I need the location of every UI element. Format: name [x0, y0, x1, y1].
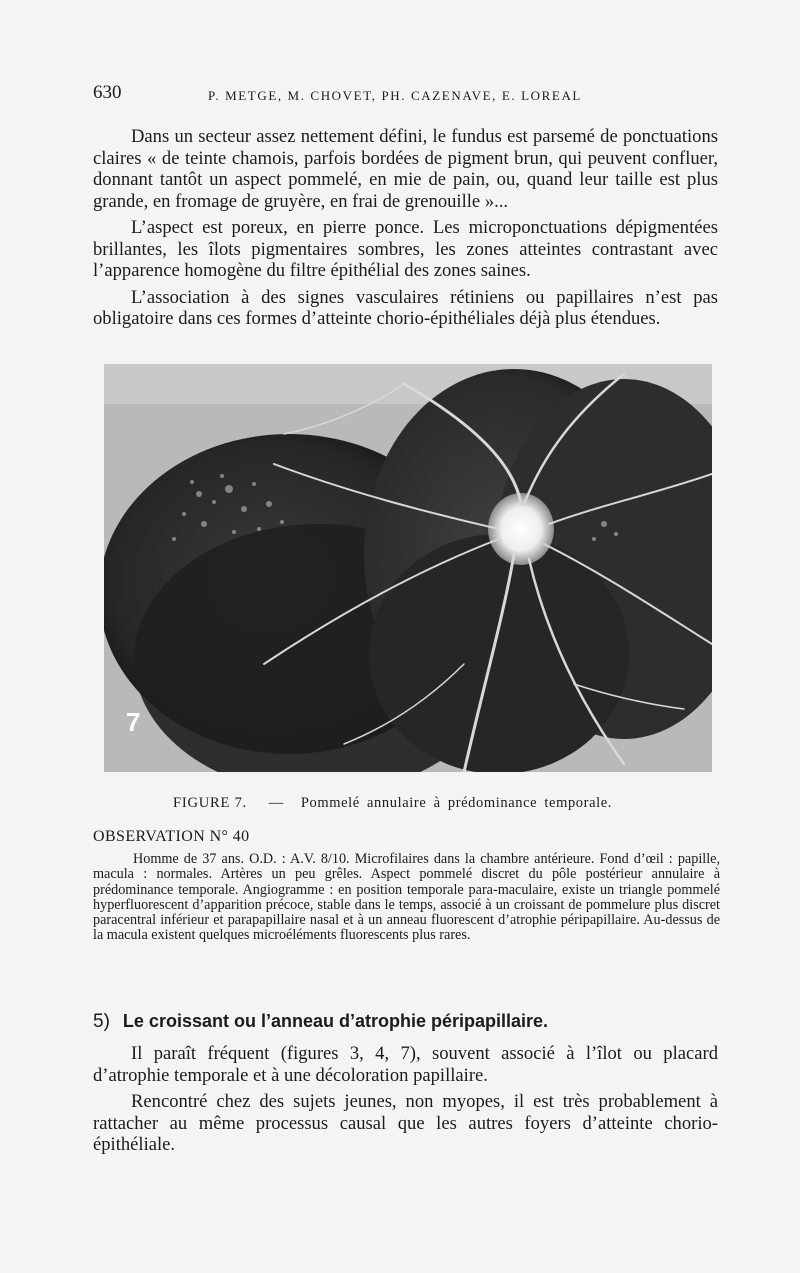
fundus-montage-illustration — [104, 364, 712, 772]
running-head-authors: P. METGE, M. CHOVET, PH. CAZENAVE, E. LOREAL — [208, 88, 582, 103]
intro-text — [93, 126, 718, 330]
section-title: Le croissant ou l’anneau d’atrophie péripapillaire. — [122, 1011, 549, 1031]
figure-caption-text: Pommelé annulaire à prédominance temporale. — [300, 795, 613, 811]
section-number: 5) — [93, 1011, 110, 1032]
figure-caption-dash: — — [268, 795, 284, 811]
paragraph: L’aspect est poreux, en pierre ponce. Les microponctuations dépigmentées brillantes, les îlots pigmentaires sombres, les zones atteintes contrastant avec l’apparence homogène du filtre épithélial des zones saines. — [93, 217, 718, 281]
section-heading — [93, 1011, 548, 1033]
observation-body — [93, 852, 720, 944]
paragraph: Rencontré chez des sujets jeunes, non myopes, il est très probablement à rattacher au même processus causal que les autres foyers d’atteinte chorio-épithéliale. — [93, 1091, 718, 1155]
section5-text — [93, 1043, 718, 1156]
fundus-angiogram-photo — [104, 364, 712, 772]
observation-title: OBSERVATION N° 40 — [93, 828, 250, 845]
paragraph: Il paraît fréquent (figures 3, 4, 7), souvent associé à l’îlot ou placard d’atrophie temporale et à une décoloration papillaire. — [93, 1043, 718, 1086]
page-number: 630 — [93, 82, 122, 103]
observation-paragraph: Homme de 37 ans. O.D. : A.V. 8/10. Microfilaires dans la chambre antérieure. Fond d’œil : papille, macula : normales. Artères un peu grêles. Aspect pommelé discret du pôle postérieur annulaire à prédominance temporale. Angiogramme : en position temporale para-maculaire, existe un triangle pommelé hyperfluorescent d’apparition précoce, stable dans le temps, associé à un croissant de pommelure plus discret paracentral inférieur et parapapillaire nasal et à un anneau fluorescent d’atrophie péripapillaire. Au-dessus de la macula existent quelques microéléments fluorescents plus rares. — [93, 851, 720, 944]
paragraph: L’association à des signes vasculaires rétiniens ou papillaires n’est pas obligatoire dans ces formes d’atteinte chorio-épithéliales déjà plus étendues. — [93, 286, 718, 329]
figure-number-overlay: 7 — [126, 707, 141, 737]
figure-label: FIGURE 7. — [173, 795, 248, 811]
paragraph: Dans un secteur assez nettement défini, le fundus est parsemé de ponctuations claires « de teinte chamois, parfois bordées de pigment brun, qui peuvent confluer, donnant tantôt un aspect pommelé, en mie de pain, ou, quand leur taille est plus grande, en fromage de gruyère, en frai de grenouille »... — [93, 126, 718, 212]
figure-caption — [173, 795, 612, 812]
